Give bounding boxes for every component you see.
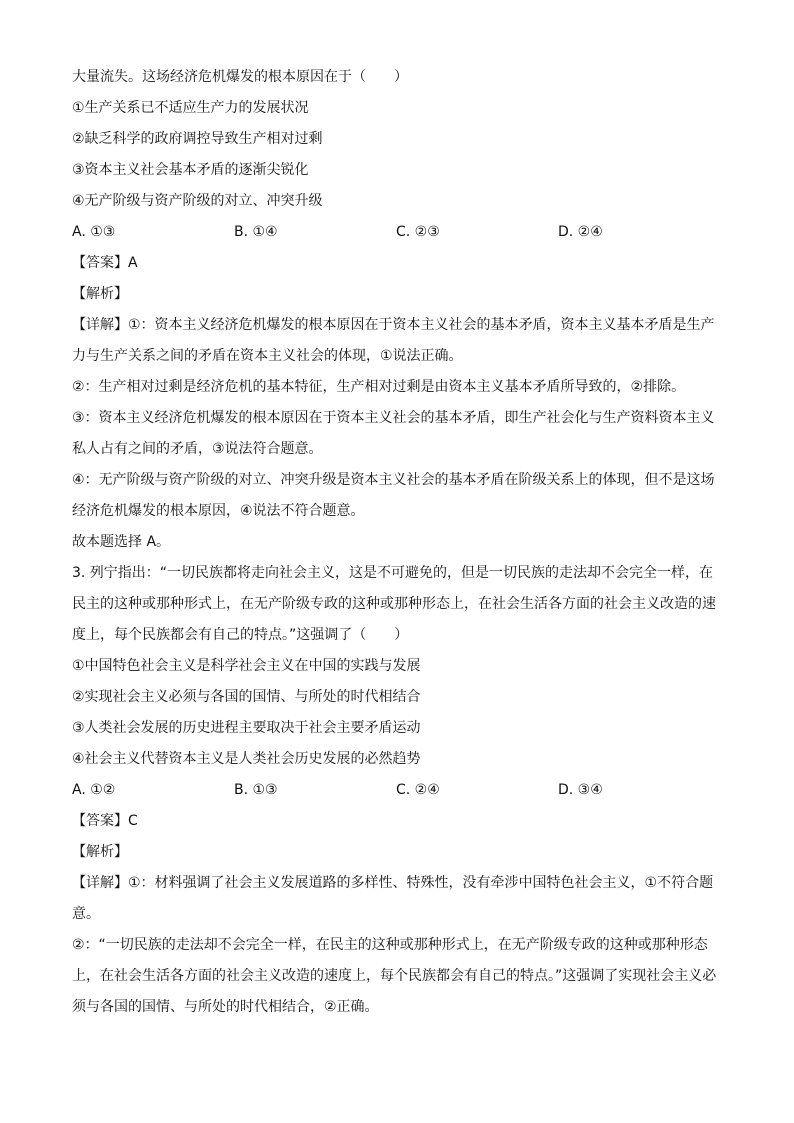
q2-item-3: ③资本主义社会基本矛盾的逐渐尖锐化 — [72, 162, 309, 178]
q2-option-a: A. ①③ — [72, 224, 116, 240]
q3-detail-1 — [72, 868, 724, 930]
q2-stem-tail: 大量流失。这场经济危机爆发的根本原因在于（ ） — [72, 69, 408, 85]
q2-conclusion-line: 故本题选择 A。 — [72, 534, 171, 550]
q3-detail-2-line-3: 须与各国的国情、与所处的时代相结合，②正确。 — [72, 999, 379, 1015]
q2-option-d: D. ②④ — [558, 224, 603, 240]
q2-item-2: ②缺乏科学的政府调控导致生产相对过剩 — [72, 131, 323, 147]
q3-stem-line-1: 3. 列宁指出：“一切民族都将走向社会主义，这是不可避免的，但是一切民族的走法却不会完全一样，在 — [72, 565, 714, 581]
q3-item-3: ③人类社会发展的历史进程主要取决于社会主要矛盾运动 — [72, 720, 421, 736]
q2-analysis-label: 【解析】 — [72, 286, 128, 302]
q3-item-2: ②实现社会主义必须与各国的国情、与所处的时代相结合 — [72, 689, 421, 705]
q2-conclusion — [72, 527, 724, 558]
q2-detail-2-line-1: ②：生产相对过剩是经济危机的基本特征，生产相对过剩是由资本主义基本矛盾所导致的，②排除。 — [72, 379, 686, 395]
q2-answer: 【答案】A — [72, 255, 138, 271]
q3-stem — [72, 558, 724, 651]
q2-detail-3 — [72, 403, 724, 465]
q2-detail-4 — [72, 465, 724, 527]
q3-answer: 【答案】C — [72, 813, 138, 829]
q3-detail-2-line-1: ②：“一切民族的走法却不会完全一样，在民主的这种或那种形式上，在无产阶级专政的这种或那种形态 — [72, 937, 708, 953]
q2-option-c: C. ②③ — [396, 224, 440, 240]
q3-detail-2 — [72, 930, 724, 1023]
q2-detail-2 — [72, 372, 724, 403]
q2-options — [72, 217, 724, 248]
q2-detail-1-line-2: 力与生产关系之间的矛盾在资本主义社会的体现，①说法正确。 — [72, 348, 463, 364]
q2-detail-3-line-1: ③：资本主义经济危机爆发的根本原因在于资本主义社会的基本矛盾，即生产社会化与生产资料资本主义 — [72, 410, 715, 426]
q2-detail-4-line-2: 经济危机爆发的根本原因，④说法不符合题意。 — [72, 503, 365, 519]
q2-detail-4-line-1: ④：无产阶级与资产阶级的对立、冲突升级是资本主义社会的基本矛盾在阶级关系上的体现，但不是这场 — [72, 472, 715, 488]
q3-item-1: ①中国特色社会主义是科学社会主义在中国的实践与发展 — [72, 658, 421, 674]
q3-option-b: B. ①③ — [234, 782, 278, 798]
q3-stem-line-3: 度上，每个民族都会有自己的特点。”这强调了（ ） — [72, 627, 409, 643]
document-content — [72, 62, 724, 1023]
q2-detail-1-line-1: 【详解】①：资本主义经济危机爆发的根本原因在于资本主义社会的基本矛盾，资本主义基本矛盾是生产 — [72, 317, 715, 333]
q2-option-b: B. ①④ — [234, 224, 278, 240]
q2-item-4: ④无产阶级与资产阶级的对立、冲突升级 — [72, 193, 323, 209]
q2-detail-3-line-2: 私人占有之间的矛盾，③说法符合题意。 — [72, 441, 323, 457]
q3-option-c: C. ②④ — [396, 782, 440, 798]
q2-item-1: ①生产关系已不适应生产力的发展状况 — [72, 100, 309, 116]
q3-detail-1-line-2: 意。 — [72, 906, 100, 922]
q3-option-d: D. ③④ — [558, 782, 603, 798]
q3-analysis-label: 【解析】 — [72, 844, 128, 860]
q3-option-a: A. ①② — [72, 782, 116, 798]
q3-item-4: ④社会主义代替资本主义是人类社会历史发展的必然趋势 — [72, 751, 421, 767]
q2-detail-1 — [72, 310, 724, 372]
q3-stem-line-2: 民主的这种或那种形式上，在无产阶级专政的这种或那种形态上，在社会生活各方面的社会主义改造的速 — [72, 596, 716, 612]
q3-detail-1-line-1: 【详解】①：材料强调了社会主义发展道路的多样性、特殊性，没有牵涉中国特色社会主义，①不符合题 — [72, 875, 714, 891]
q3-options — [72, 775, 724, 806]
q3-detail-2-line-2: 上，在社会生活各方面的社会主义改造的速度上，每个民族都会有自己的特点。”这强调了实现社会主义必 — [72, 968, 717, 984]
